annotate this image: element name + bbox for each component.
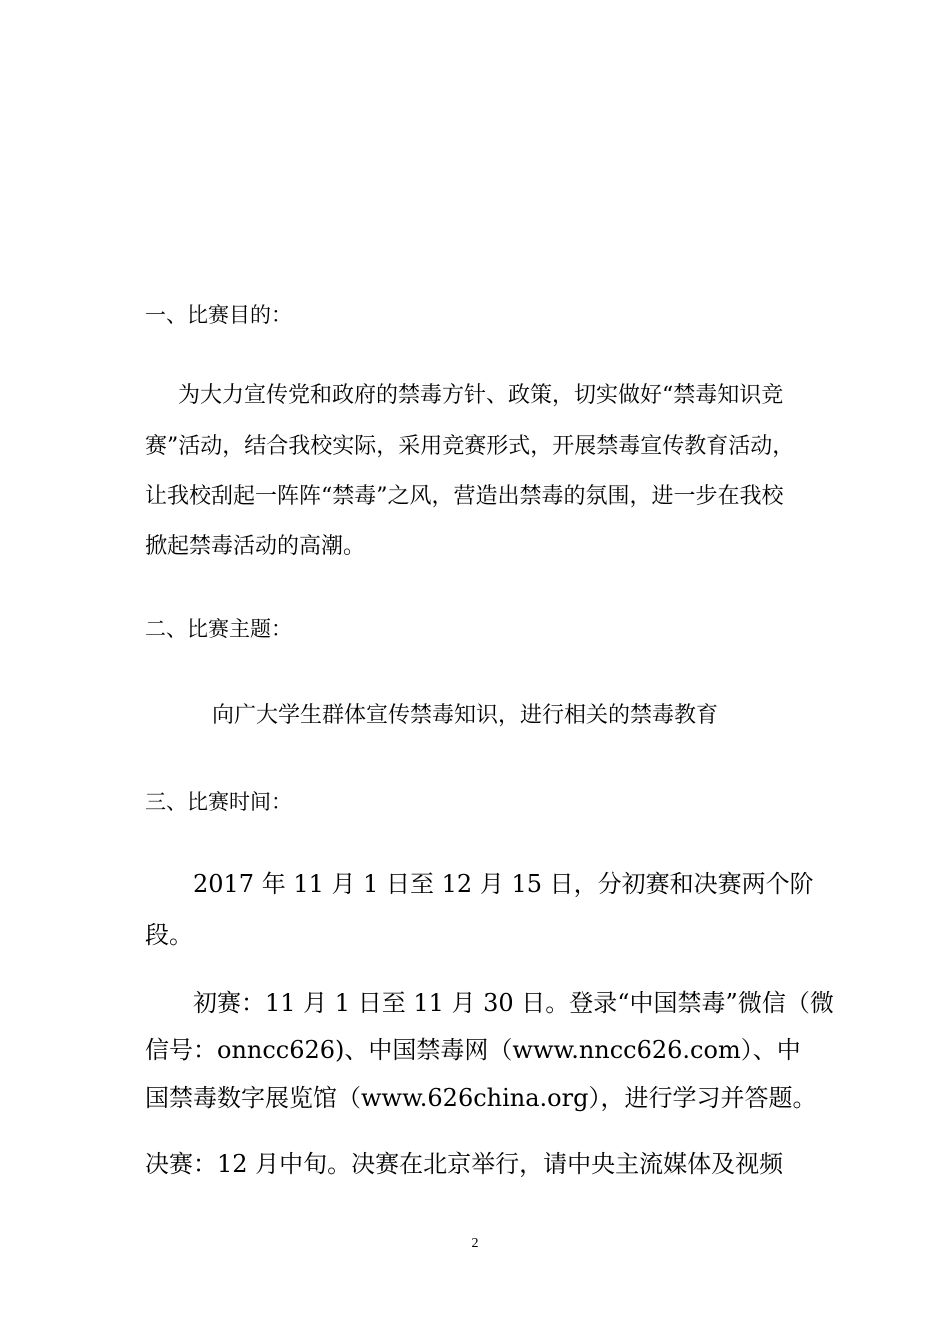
section-1-paragraph-line-4: 掀起禁毒活动的高潮。 [145,534,366,559]
section-1-heading: 一、比赛目的： [145,303,292,327]
section-2-heading: 二、比赛主题： [145,617,292,641]
section-1-paragraph-line-1: 为大力宣传党和政府的禁毒方针、政策，切实做好“禁毒知识竞 [178,383,784,408]
section-3-heading: 三、比赛时间： [145,790,292,814]
schedule-line-2: 段。 [145,921,193,949]
section-2-theme: 向广大学生群体宣传禁毒知识，进行相关的禁毒教育 [212,703,719,728]
section-1-paragraph-line-3: 让我校刮起一阵阵“禁毒”之风，营造出禁毒的氛围，进一步在我校 [145,484,784,509]
prelim-line-1: 初赛：11 月 1 日至 11 月 30 日。登录“中国禁毒”微信（微 [193,989,834,1017]
prelim-line-2: 信号：onncc626)、中国禁毒网（www.nncc626.com）、中 [145,1036,801,1064]
page-number: 2 [471,1236,479,1251]
prelim-line-3: 国禁毒数字展览馆（www.626china.org），进行学习并答题。 [145,1084,817,1112]
schedule-line-1: 2017 年 11 月 1 日至 12 月 15 日，分初赛和决赛两个阶 [193,870,814,898]
section-1-paragraph-line-2: 赛”活动，结合我校实际，采用竞赛形式，开展禁毒宣传教育活动， [145,434,795,459]
final-line: 决赛：12 月中旬。决赛在北京举行，请中央主流媒体及视频 [145,1150,784,1178]
